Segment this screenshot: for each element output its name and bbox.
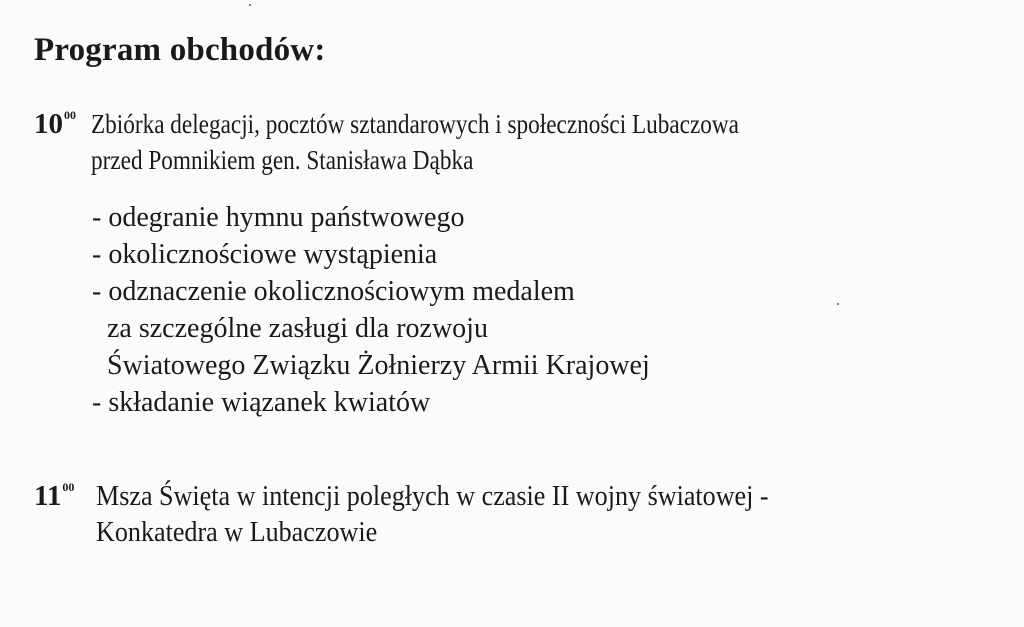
list-item: - odznaczenie okolicznościowym medalem [92,276,575,307]
event-time [34,106,76,147]
scan-speck [249,4,251,6]
scan-speck [837,303,839,305]
event-description-line: przed Pomnikiem gen. Stanisława Dąbka [91,145,474,175]
ceremony-items-list [92,199,650,421]
event-description-line: Msza Święta w intencji poległych w czasie II wojny światowej - [96,480,769,512]
list-item: - składanie wiązanek kwiatów [92,387,431,418]
page-title: Program obchodów: [34,32,326,68]
event-hour: 10 [34,108,63,140]
event-hour: 11 [34,480,62,512]
event-description [96,478,769,550]
event-time [34,478,74,519]
list-item: - okolicznościowe wystąpienia [92,239,438,270]
event-minutes: 00 [62,480,75,494]
event-minutes: 00 [64,108,76,122]
event-description-line: Konkatedra w Lubaczowie [96,516,378,548]
list-item-continuation: za szczególne zasługi dla rozwoju [107,313,488,344]
list-item-continuation: Światowego Związku Żołnierzy Armii Krajowej [107,350,650,381]
list-item: - odegranie hymnu państwowego [92,202,465,233]
event-description-line: Zbiórka delegacji, pocztów sztandarowych i społeczności Lubaczowa [91,109,739,139]
event-description [91,106,739,178]
